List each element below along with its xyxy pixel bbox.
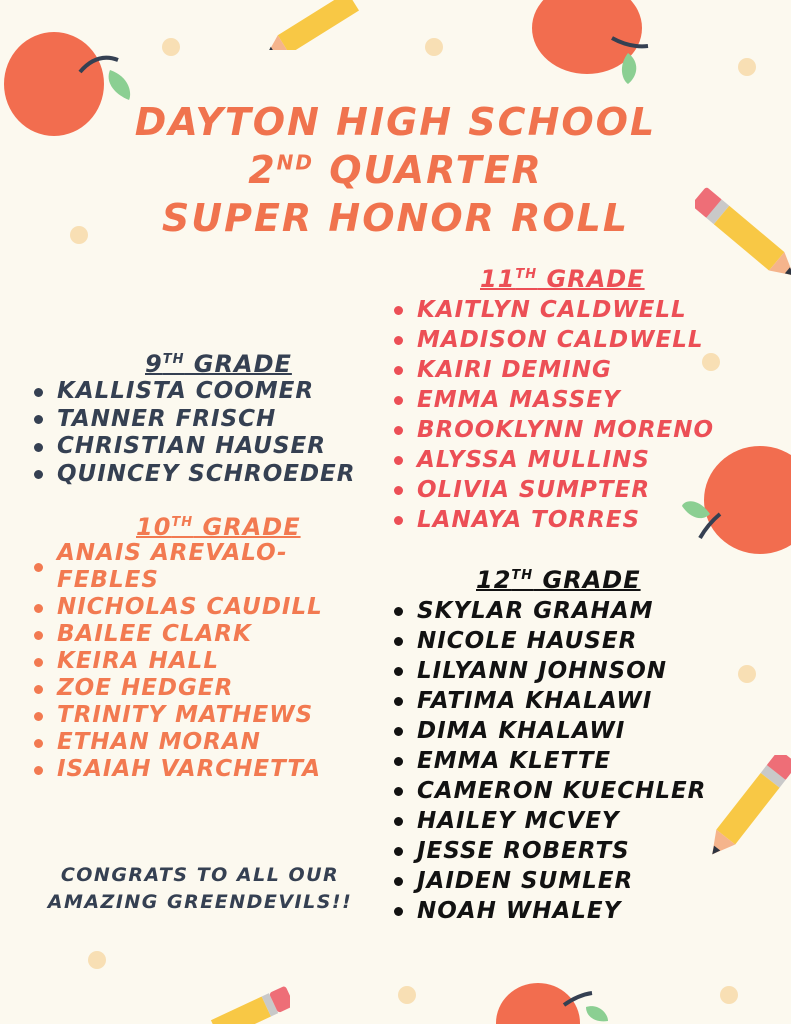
student-name: DIMA KHALAWI bbox=[392, 716, 706, 746]
student-name: KEIRA HALL bbox=[32, 648, 377, 675]
pencil-icon bbox=[695, 755, 791, 875]
confetti-dot bbox=[425, 38, 443, 56]
confetti-dot bbox=[88, 951, 106, 969]
grade-10-heading: 10TH GRADE bbox=[136, 513, 301, 541]
student-name: CHRISTIAN HAUSER bbox=[32, 433, 355, 461]
student-name: ETHAN MORAN bbox=[32, 729, 377, 756]
student-name: BROOKLYNN MORENO bbox=[392, 415, 714, 445]
confetti-dot bbox=[162, 38, 180, 56]
student-name: ISAIAH VARCHETTA bbox=[32, 756, 377, 783]
confetti-dot bbox=[738, 665, 756, 683]
apple-icon bbox=[530, 0, 660, 88]
student-name: NICHOLAS CAUDILL bbox=[32, 594, 377, 621]
student-name: CAMERON KUECHLER bbox=[392, 776, 706, 806]
student-name: ALYSSA MULLINS bbox=[392, 445, 714, 475]
student-name: TANNER FRISCH bbox=[32, 406, 355, 434]
student-name: LILYANN JOHNSON bbox=[392, 656, 706, 686]
confetti-dot bbox=[738, 58, 756, 76]
student-name: EMMA KLETTE bbox=[392, 746, 706, 776]
student-name: EMMA MASSEY bbox=[392, 385, 714, 415]
student-name: ANAIS AREVALO-FEBLES bbox=[32, 540, 377, 594]
grade-11-heading: 11TH GRADE bbox=[480, 265, 645, 293]
student-name: JESSE ROBERTS bbox=[392, 836, 706, 866]
student-name: NOAH WHALEY bbox=[392, 896, 706, 926]
student-name: MADISON CALDWELL bbox=[392, 325, 714, 355]
page-title bbox=[0, 98, 791, 242]
title-school: DAYTON HIGH SCHOOL bbox=[134, 100, 657, 144]
grade-12-list bbox=[392, 596, 706, 926]
student-name: JAIDEN SUMLER bbox=[392, 866, 706, 896]
student-name: KAIRI DEMING bbox=[392, 355, 714, 385]
student-name: ZOE HEDGER bbox=[32, 675, 377, 702]
confetti-dot bbox=[720, 986, 738, 1004]
congrats-message bbox=[30, 862, 370, 916]
title-quarter: 2ND QUARTER bbox=[248, 148, 543, 192]
grade-9-list bbox=[32, 378, 355, 488]
student-name: KAITLYN CALDWELL bbox=[392, 295, 714, 325]
congrats-line-1: CONGRATS TO ALL OUR bbox=[60, 864, 340, 886]
student-name: FATIMA KHALAWI bbox=[392, 686, 706, 716]
student-name: TRINITY MATHEWS bbox=[32, 702, 377, 729]
student-name: NICOLE HAUSER bbox=[392, 626, 706, 656]
pencil-icon bbox=[200, 978, 290, 1024]
grade-12-heading: 12TH GRADE bbox=[476, 566, 641, 594]
title-honor-roll: SUPER HONOR ROLL bbox=[161, 196, 630, 240]
student-name: KALLISTA COOMER bbox=[32, 378, 355, 406]
pencil-icon bbox=[260, 0, 370, 50]
apple-icon bbox=[490, 975, 620, 1024]
student-name: LANAYA TORRES bbox=[392, 505, 714, 535]
grade-9-heading: 9TH GRADE bbox=[145, 350, 292, 378]
confetti-dot bbox=[398, 986, 416, 1004]
congrats-line-2: AMAZING GREENDEVILS!! bbox=[47, 891, 353, 913]
grade-10-list bbox=[32, 540, 377, 783]
student-name: BAILEE CLARK bbox=[32, 621, 377, 648]
student-name: HAILEY MCVEY bbox=[392, 806, 706, 836]
grade-11-list bbox=[392, 295, 714, 535]
student-name: OLIVIA SUMPTER bbox=[392, 475, 714, 505]
student-name: QUINCEY SCHROEDER bbox=[32, 461, 355, 489]
student-name: SKYLAR GRAHAM bbox=[392, 596, 706, 626]
